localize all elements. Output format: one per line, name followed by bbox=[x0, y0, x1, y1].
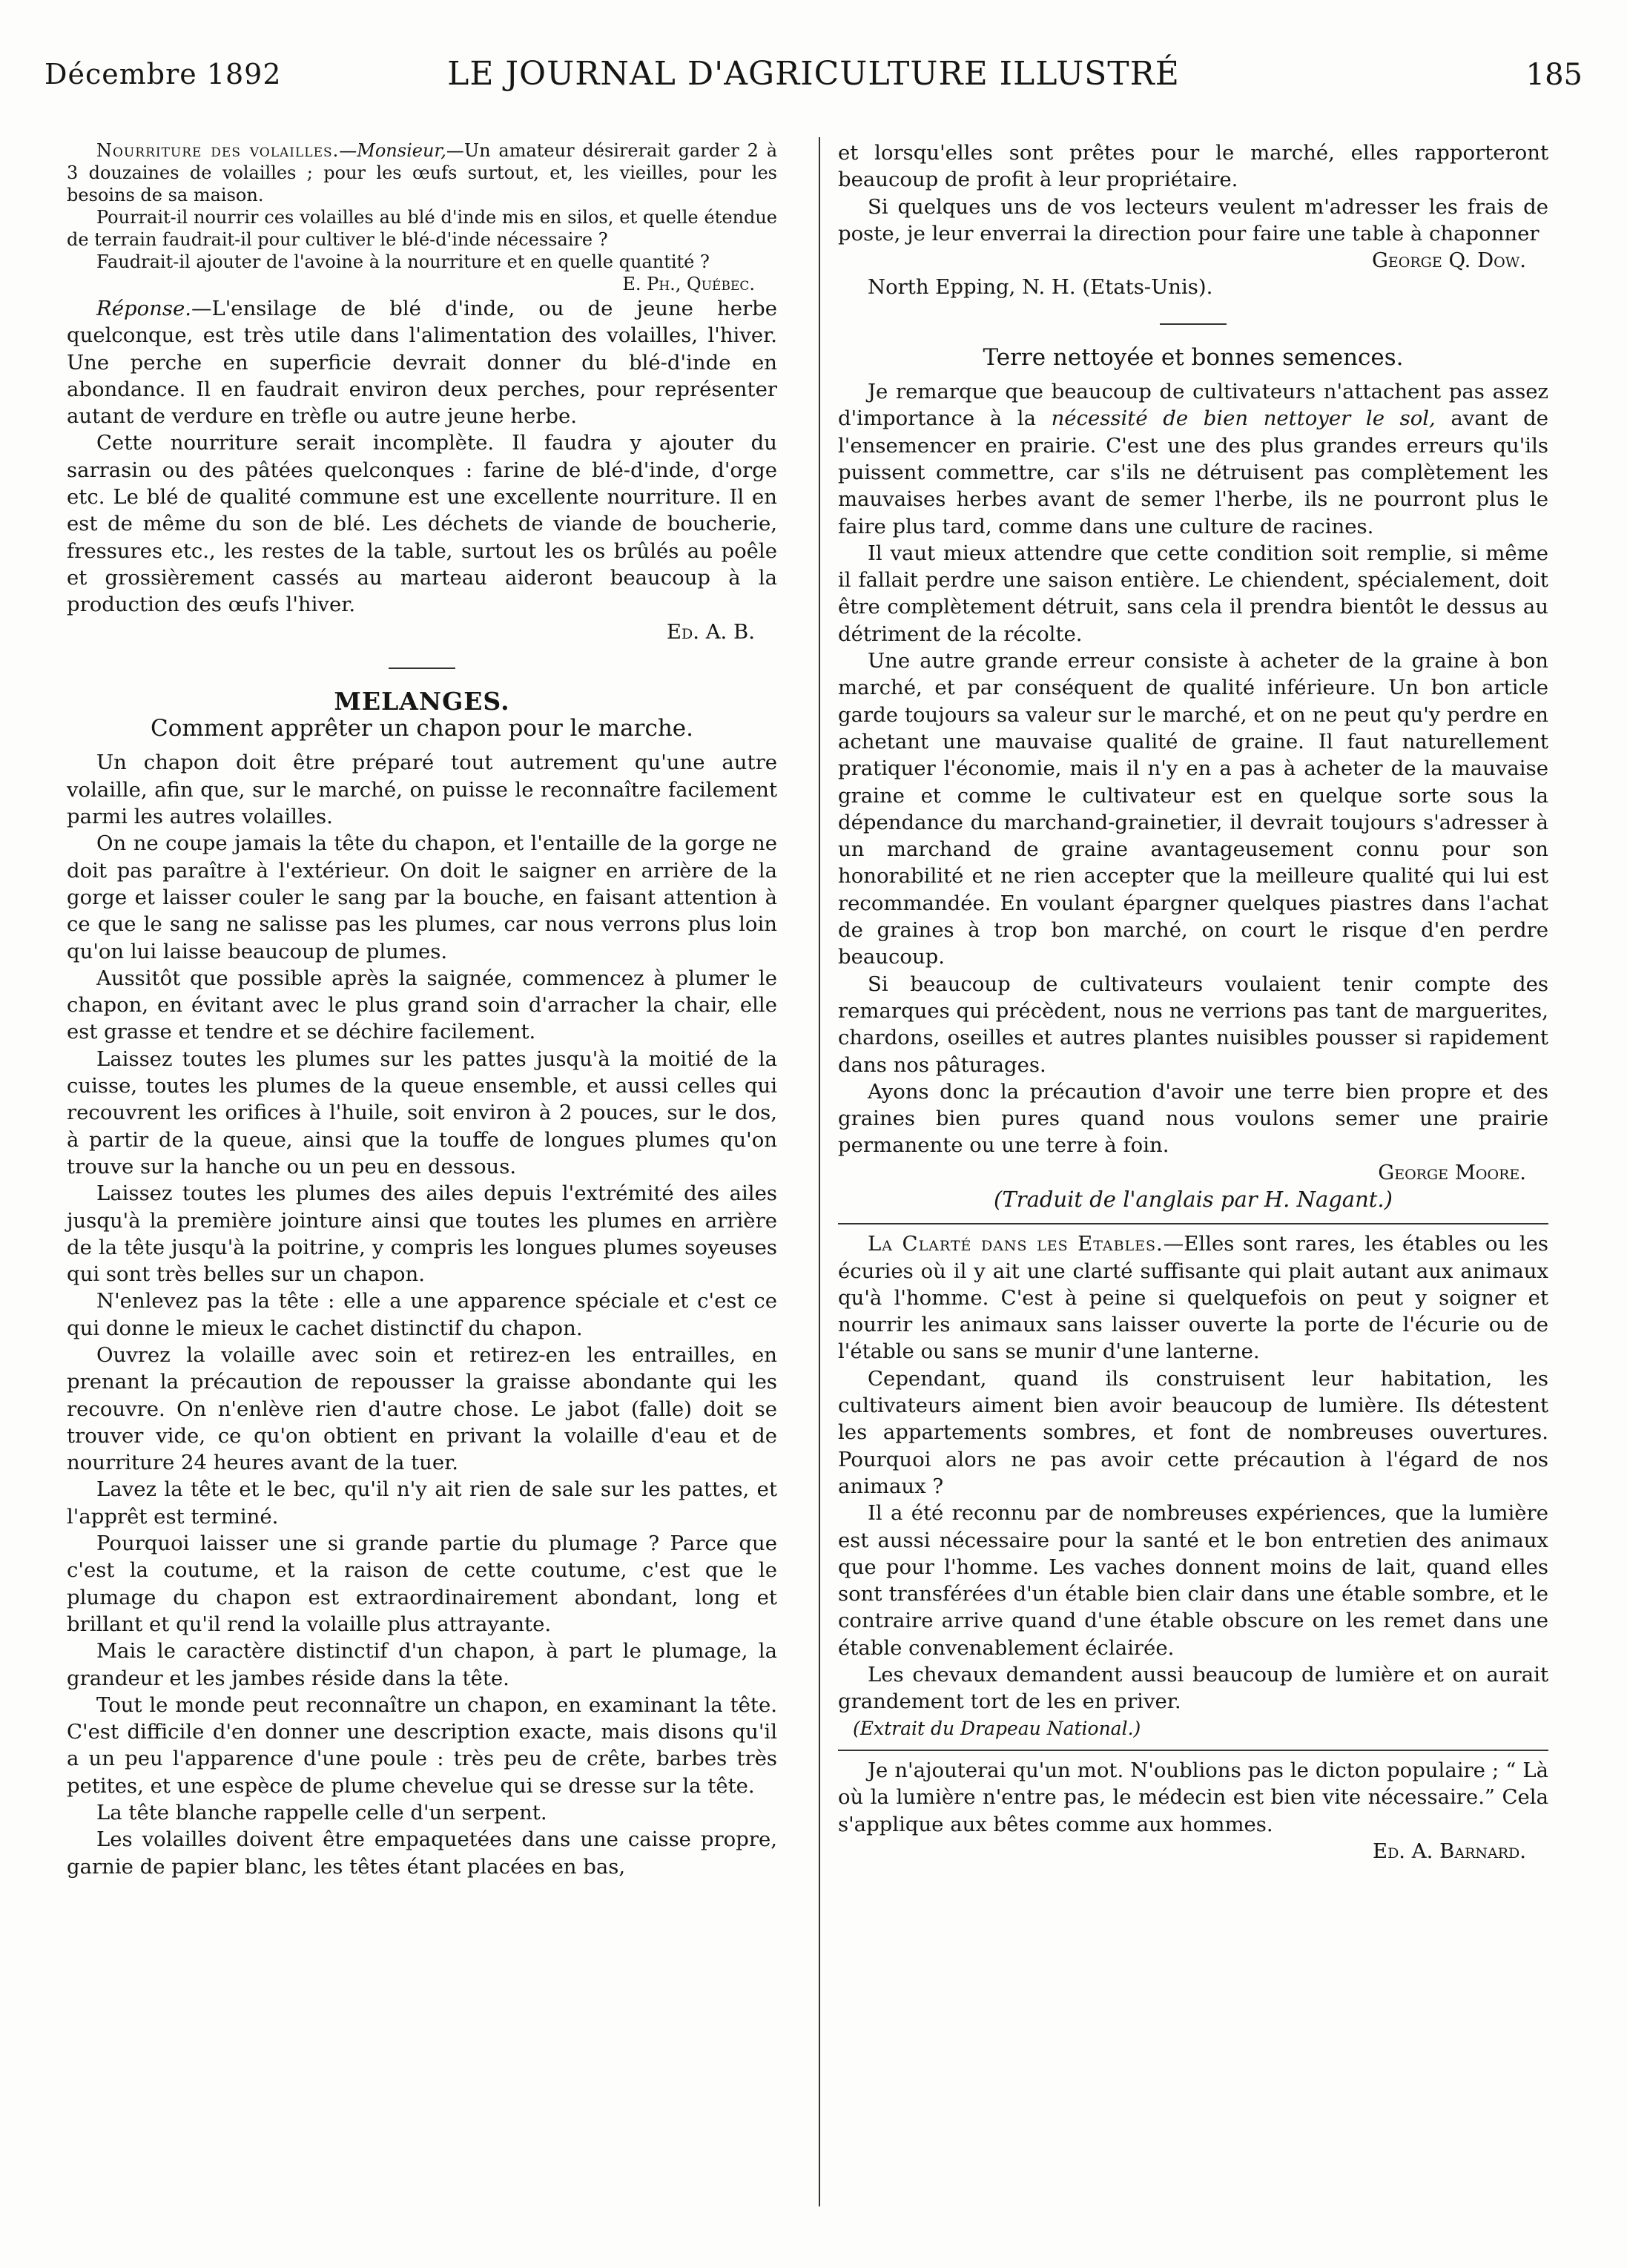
section-rule-full bbox=[838, 1223, 1548, 1224]
etables-paragraph bbox=[838, 1230, 1548, 1365]
question-heading: Nourriture des volailles. bbox=[96, 140, 340, 161]
melanges-paragraph: Aussitôt que possible après la saignée, commencez à plumer le chapon, en évitant avec le plus grand soin d'arracher la chair, elle est grasse et tendre et se déchire facilement. bbox=[67, 966, 777, 1044]
melanges-title: MELANGES. bbox=[334, 686, 510, 716]
question-signature: E. Ph., Québec. bbox=[622, 274, 755, 294]
melanges-paragraph: Les volailles doivent être empaquetées dans une caisse propre, garnie de papier blanc, les têtes étant placées en bas, bbox=[67, 1827, 777, 1879]
melanges-paragraph: Un chapon doit être préparé tout autrement qu'une autre volaille, afin que, sur le marché, on puisse le reconnaître facilement parmi les autres volailles. bbox=[67, 751, 777, 829]
dow-location: North Epping, N. H. (Etats-Unis). bbox=[868, 275, 1213, 300]
section-rule-full bbox=[838, 1750, 1548, 1751]
question-paragraph-2: Pourrait-il nourrir ces volailles au blé d'inde mis en silos, et quelle étendue de terrain faudrait-il pour cultiver le blé-d'inde nécessaire ? bbox=[67, 207, 777, 250]
terre-paragraph: Une autre grande erreur consiste à acheter de la graine à bon marché, et par conséquent de qualité inférieure. Un bon article garde toujours sa valeur sur le marché, et on ne peut qu'y perdre en achetant une mauvaise qualité de graine. Il faut naturellement pratiquer l'économie, mais il n'y en a pas à acheter de la mauvaise graine et comme le cultivateur est en quelque sorte sous la dépendance du marchand-grainetier, il devrait toujours s'adresser à un marchand de graine avantageusement connu pour son honorabilité et ne rien accepter que la meilleure qualité qui lui est recommandée. En voulant épargner quelques piastres dans l'achat de graines à trop bon marché, on court le risque d'en perdre beaucoup. bbox=[838, 649, 1548, 969]
terre-text: avant de l'ensemencer en prairie. C'est une des plus grandes erreurs qu'ils puissent commettre, car s'ils ne détruisent pas complètement les mauvaises herbes avant de semer l'herbe, ils ne pourront plus le faire plus tard, comme dans une culture de racines. bbox=[838, 406, 1548, 538]
moore-signature: George Moore. bbox=[1378, 1160, 1526, 1184]
answer-label: Réponse. bbox=[96, 297, 191, 320]
terre-emphasis: nécessité de bien nettoyer le sol, bbox=[1051, 406, 1436, 431]
melanges-paragraph: Mais le caractère distinctif d'un chapon, à part le plumage, la grandeur et les jambes réside dans la tête. bbox=[67, 1639, 777, 1690]
continued-paragraph: et lorsqu'elles sont prêtes pour le marché, elles rapporteront beaucoup de profit à leur propriétaire. bbox=[838, 141, 1548, 192]
section-rule bbox=[389, 667, 455, 669]
melanges-paragraph: On ne coupe jamais la tête du chapon, et l'entaille de la gorge ne doit pas paraître à l'extérieur. On doit le saigner en arrière de la gorge et laisser couler le sang par la bouche, en faisant attention à ce que le sang ne salisse pas les plumes, car nous verrons plus loin qu'on lui laisse beaucoup de plumes. bbox=[67, 831, 777, 963]
melanges-paragraph: Laissez toutes les plumes des ailes depuis l'extrémité des ailes jusqu'à la première jointure ainsi que toutes les plumes en arrière de la tête jusqu'à la poitrine, y compris les longues plumes soyeuses qui sont très belles sur un chapon. bbox=[67, 1181, 777, 1287]
answer-paragraph-2: Cette nourriture serait incomplète. Il faudra y ajouter du sarrasin ou des pâtées quelconques : farine de blé-d'inde, d'orge etc. Le blé de qualité commune est une excellente nourriture. Il en est de même du son de blé. Les déchets de viande de boucherie, fressures etc., les restes de la table, surtout les os brûlés au poêle et grossièrement cassés au marteau aideront beaucoup à la production des œufs l'hiver. bbox=[67, 431, 777, 617]
question-text: —Un amateur désirerait garder 2 à 3 douzaines de volailles ; pour les œufs surtout, et, les vieilles, pour les besoins de sa maison. bbox=[67, 140, 778, 205]
page-number: 185 bbox=[1525, 58, 1583, 92]
extract-credit: (Extrait du Drapeau National.) bbox=[853, 1717, 1141, 1739]
issue-date: Décembre 1892 bbox=[44, 58, 282, 90]
etables-paragraph: Il a été reconnu par de nombreuses expériences, que la lumière est aussi nécessaire pour la santé et le bon entretien des animaux que pour l'homme. Les vaches donnent moins de lait, quand elles sont transférées d'un étable bien clair dans une étable sombre, et le contraire arrive quand d'une étable obscure on les remet dans une étable convenablement éclairée. bbox=[838, 1501, 1548, 1660]
terre-paragraph bbox=[838, 378, 1548, 540]
terre-text: Je remarque que beaucoup de cultivateurs n'attachent pas assez d'importance à la bbox=[838, 380, 1548, 431]
em-dash: — bbox=[339, 140, 357, 161]
etables-text: —Elles sont rares, les étables ou les écuries où il y ait une clarté suffisante qui plait autant aux animaux qu'à l'homme. C'est à peine si quelquefois on peut y soigner et nourrir les animaux sans laisser ouverte la porte de l'écurie ou de l'étable ou sans se munir d'une lanterne. bbox=[838, 1232, 1549, 1364]
etables-paragraph: Cependant, quand ils construisent leur habitation, les cultivateurs aiment bien avoir beaucoup de lumière. Ils détestent les appartements sombres, et font de nombreuses ouvertures. Pourquoi alors ne pas avoir cette précaution à l'égard de nos animaux ? bbox=[838, 1366, 1548, 1498]
question-salutation: Monsieur, bbox=[357, 140, 446, 161]
melanges-paragraph: N'enlevez pas la tête : elle a une apparence spéciale et c'est ce qui donne le mieux le cachet distinctif du chapon. bbox=[67, 1289, 777, 1340]
melanges-paragraph: Pourquoi laisser une si grande partie du plumage ? Parce que c'est la coutume, et la raison de cette coutume, c'est que le plumage du chapon est extraordinairement abondant, long et brillant et qu'il rend la volaille plus attrayante. bbox=[67, 1532, 777, 1636]
dow-signature: George Q. Dow. bbox=[1371, 248, 1526, 273]
barnard-signature: Ed. A. Barnard. bbox=[1373, 1839, 1526, 1863]
journal-title: LE JOURNAL D'AGRICULTURE ILLUSTRÉ bbox=[447, 55, 1180, 93]
answer-text: —L'ensilage de blé d'inde, ou de jeune herbe quelconque, est très utile dans l'alimentation des volailles, l'hiver. Une perche en superficie devrait donner du blé-d'inde en abondance. Il en faudrait environ deux perches, pour représenter autant de verdure en trèfle ou autre jeune herbe. bbox=[67, 297, 777, 429]
translation-credit: (Traduit de l'anglais par H. Nagant.) bbox=[994, 1186, 1393, 1212]
left-column bbox=[67, 139, 777, 1880]
terre-paragraph: Ayons donc la précaution d'avoir une terre bien propre et des graines bien pures quand nous voulons semer une prairie permanente ou une terre à foin. bbox=[838, 1079, 1548, 1158]
column-divider bbox=[819, 137, 820, 2206]
answer-signature: Ed. A. B. bbox=[666, 619, 755, 644]
terre-paragraph: Il vaut mieux attendre que cette condition soit remplie, si même il fallait perdre une saison entière. Le chiendent, spécialement, doit être complètement détruit, sans cela il prendra bientôt le dessus au détriment de la récolte. bbox=[838, 541, 1548, 646]
melanges-paragraph: La tête blanche rappelle celle d'un serpent. bbox=[96, 1801, 547, 1825]
melanges-subtitle: Comment apprêter un chapon pour le marche. bbox=[150, 715, 693, 742]
etables-paragraph: Je n'ajouterai qu'un mot. N'oublions pas le dicton populaire ; “ Là où la lumière n'entre pas, le médecin est bien vite nécessaire.” Cela s'applique aux bêtes comme aux hommes. bbox=[838, 1758, 1548, 1836]
question-paragraph bbox=[67, 139, 777, 206]
continued-paragraph-2: Si quelques uns de vos lecteurs veulent m'adresser les frais de poste, je leur enverrai la direction pour faire une table à chaponner bbox=[838, 194, 1548, 245]
etables-heading: La Clarté dans les Etables. bbox=[868, 1232, 1164, 1256]
melanges-paragraph: Ouvrez la volaille avec soin et retirez-en les entrailles, en prenant la précaution de repousser la graisse abondante qui les recouvre. On n'enlève rien d'autre chose. Le jabot (falle) doit se trouver vide, ce qu'on obtient en privant la volaille d'eau et de nourriture 24 heures avant de la tuer. bbox=[67, 1342, 777, 1475]
question-paragraph-3: Faudrait-il ajouter de l'avoine à la nourriture et en quelle quantité ? bbox=[96, 251, 710, 272]
melanges-paragraph: Laissez toutes les plumes sur les pattes jusqu'à la moitié de la cuisse, toutes les plumes de la queue ensemble, et aussi celles qui recouvrent les orifices à l'huile, soit environ à 2 pouces, sur le dos, à partir de la queue, ainsi que la touffe de longues plumes qu'on trouve sur la hanche ou un peu en dessous. bbox=[67, 1046, 777, 1178]
melanges-paragraph: Lavez la tête et le bec, qu'il n'y ait rien de sale sur les pattes, et l'apprêt est terminé. bbox=[67, 1477, 777, 1529]
terre-title: Terre nettoyée et bonnes semences. bbox=[983, 343, 1404, 371]
etables-paragraph: Les chevaux demandent aussi beaucoup de lumière et on aurait grandement tort de les en priver. bbox=[838, 1663, 1548, 1714]
melanges-paragraph: Tout le monde peut reconnaître un chapon, en examinant la tête. C'est difficile d'en donner une description exacte, mais disons qu'il a un peu l'apparence d'une poule : très peu de crête, barbes très petites, et une espèce de plume chevelue qui se dresse sur la tête. bbox=[67, 1692, 777, 1798]
page-header bbox=[44, 52, 1583, 104]
right-column bbox=[838, 139, 1548, 1865]
section-rule bbox=[1160, 323, 1227, 325]
answer-paragraph bbox=[67, 295, 777, 429]
terre-paragraph: Si beaucoup de cultivateurs voulaient tenir compte des remarques qui précèdent, nous ne verrions pas tant de marguerites, chardons, oseilles et autres plantes nuisibles pousser si rapidement dans nos pâturages. bbox=[838, 972, 1548, 1077]
